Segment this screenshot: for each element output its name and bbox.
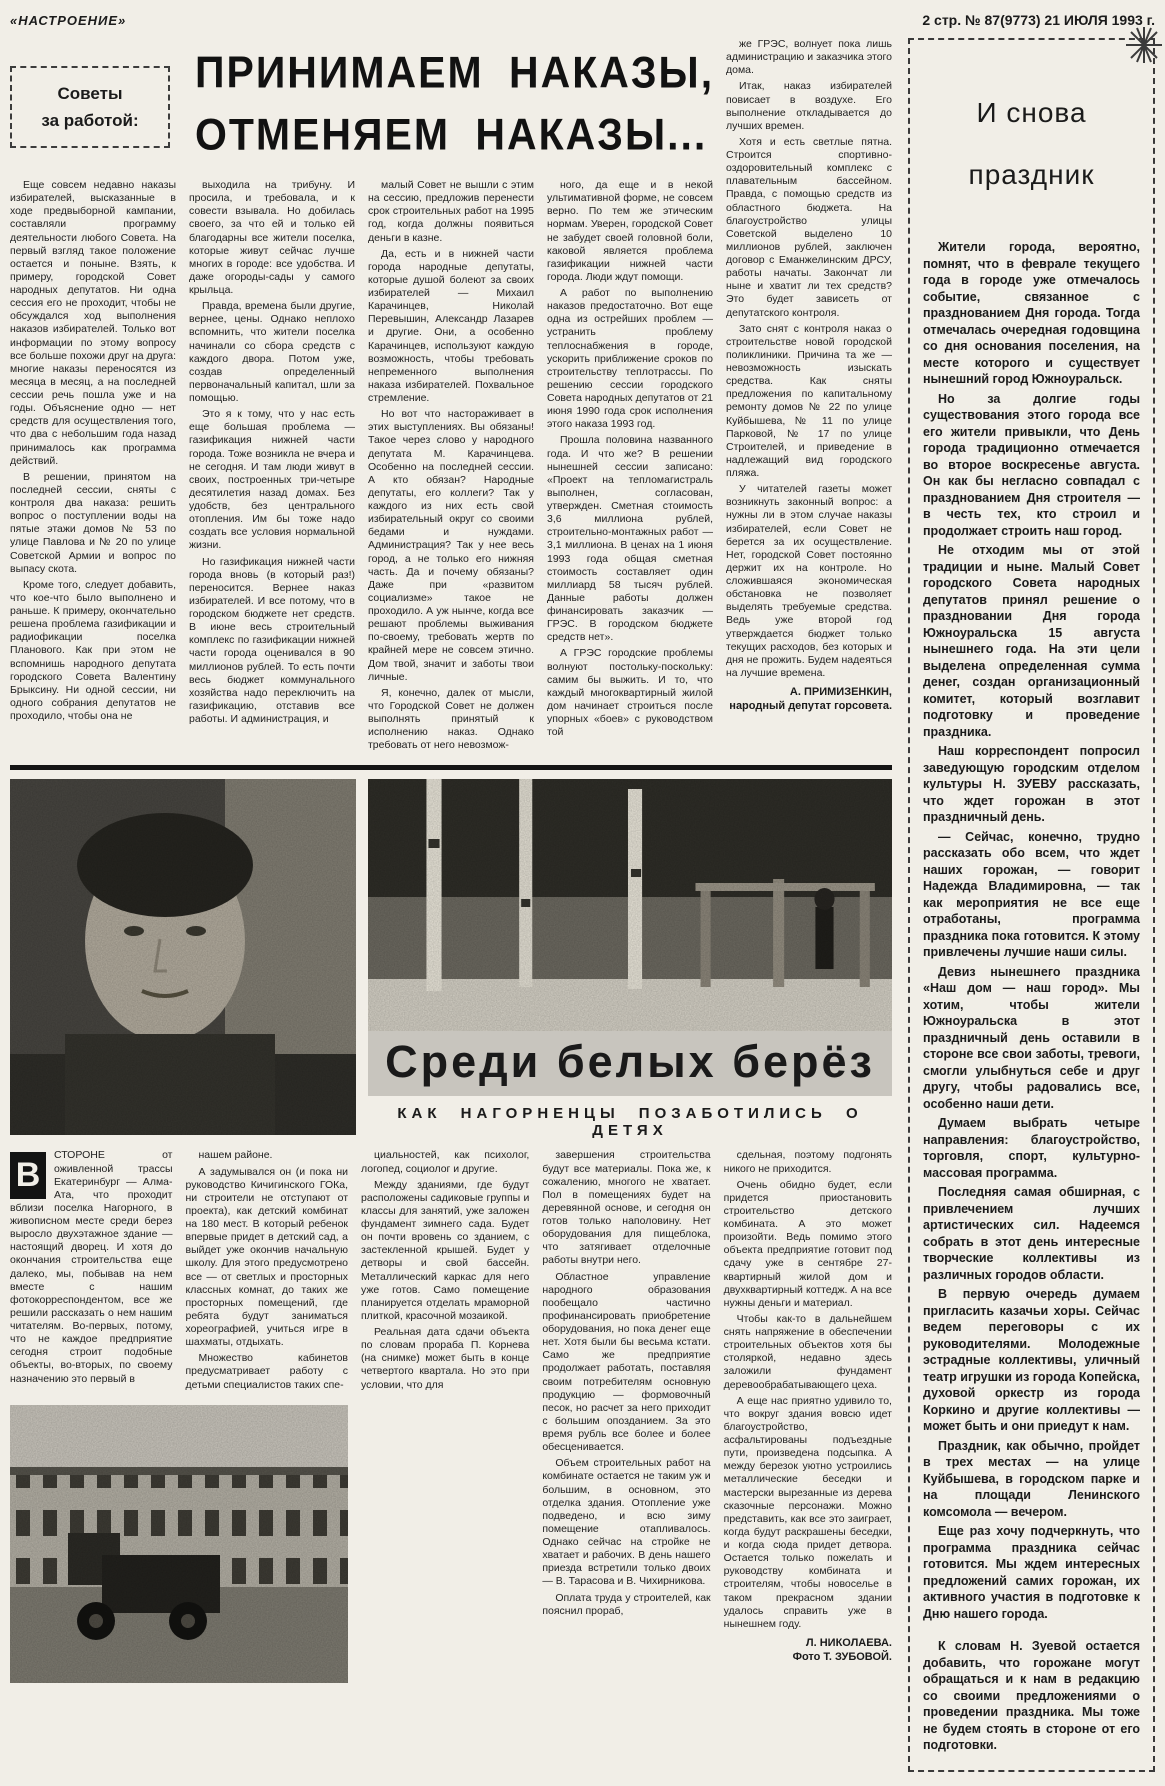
paragraph: Зато снят с контроля наказ о строительстве новой городской поликлиники. Причина та же — невозможность изыскать средства. Как сняты предложения по капитальному ремонту домов № 22 по улице Куйбышева, № 11 по улице Парковой, № 17 по улице Строителей, и приведение в надлежащий вид городского пляжа. xyxy=(726,322,892,479)
bottom-article xyxy=(10,1149,892,1682)
editor-note: К словам Н. Зуевой остается добавить, что горожане могут обращаться и к нам в редакцию со своими предложениями о проведении праздника. Мы тоже не будем стоять в стороне от его подготовки. xyxy=(923,1639,1140,1753)
bottom-subhead: КАК НАГОРНЕНЦЫ ПОЗАБОТИЛИСЬ О ДЕТЯХ xyxy=(397,1105,863,1140)
paragraph: Праздник, как обычно, пройдет в трех местах — на улице Куйбышева, в городском парке и на площади Ленинского комсомола — вечером. xyxy=(923,1438,1140,1519)
photo-credit: Фото Т. ЗУБОВОЙ. xyxy=(792,1650,892,1663)
drop-cap: В xyxy=(10,1152,46,1199)
paragraph: Но вот что настораживает в этих выступлениях. Вы обязаны! Такое через слово у народного депутата М. Карачинцева. Особенно на последней сессии. А кто обязан? Народные депутаты, его коллеги? Так у каждого из них есть свой избирательный округ со своими бедами и нуждами. Администрация? Так у нее весь город, а не только его нижняя часть. Да и почему обязаны? Даже при «развитом социализме» такое не проходило. А уж нынче, когда все решают проблемы выживания по-своему, требовать жертв по крайней мере не совсем этично. Дом твой, значит и заботы твои личные. xyxy=(368,408,534,683)
paragraph: Реальная дата сдачи объекта по словам прораба П. Корнева (на снимке) может быть в конце четвертого квартала. Но это при условии, что для xyxy=(361,1326,530,1391)
paragraph: Хотя и есть светлые пятна. Строится спортивно-оздоровительный комплекс с плавательным бассейном. Правда, с помощью средств из областного бюджета. На благоустройство улицы Советской выделено 10 миллионов рублей, заключен договор с Еманжелинским ДРСУ, работы начаты. Закончат ли ныне и хватит ли тех средств? Это будет зависеть от депутатского контроля. xyxy=(726,135,892,319)
sidebar-title-line-1: И снова xyxy=(976,97,1087,128)
paragraph: Очень обидно будет, если придется приостановить строительство детского комбината. А это может произойти. Ведь помимо этого объекта предприятие готовит под сдачу уже в сентябре 27-квартирный жилой дом и двухквартирный коттедж. А на все нужны деньги и материал. xyxy=(723,1178,892,1309)
bottom-article-signature xyxy=(724,1637,892,1663)
paragraph: Прошла половина названного года. И что же? В решении нынешней сессии записано: «Проект на тепломагистраль выполнен, согласован, утвержден. Сметная стоимость 3,6 миллиона рублей, строительно-монтажных работ — 3,1 миллиона. В ценах на 1 июня 1993 года общая сметная стоимость составляет один миллиард 58 тысяч рублей. Данные работы должен финансировать заказчик — ГРЭС. В городском бюджете средств нет». xyxy=(547,434,713,644)
rubric-line-2: за работой: xyxy=(41,111,139,131)
paragraph: выходила на трибуну. И просила, и требовала, и к совести взывала. Но добилась своего, за что ей и только ей благодарны все жители поселка, которые живут сейчас лучше многих в городе: все удобства. И даже огороды-сады у самого крыльца. xyxy=(189,179,355,296)
building-photo xyxy=(10,1405,348,1683)
paragraph: Да, есть и в нижней части города народные депутаты, которые душой болеют за своих избирателей — Михаил Карачинцев, Николай Перевышин, Александр Лазарев и другие. Они, а особенно Карачинцев, используют каждую возможность, чтобы требовать непременного выполнения наказа избирателей. Похвальное стремление. xyxy=(368,247,534,404)
top-article-column-4 xyxy=(547,179,713,755)
bottom-article-column-1 xyxy=(10,1149,173,1394)
newspaper-title: «НАСТРОЕНИЕ» xyxy=(10,12,127,28)
paragraph: Жители города, вероятно, помнят, что в феврале текущего года в городе уже отмечалось событие, связанное с празднованием Дня города. Тогда отмечалась очередная годовщина со дня основания поселения, на месте которого и существует нынешний город Южноуральск. xyxy=(923,240,1140,387)
paragraph: Но за долгие годы существования этого города все его жители привыкли, что День города традиционно отмечается во второе воскресенье августа. Он как бы негласно совпадал с празднованием Дня строителя — в честь тех, кто строил и продолжает строить наш город. xyxy=(923,391,1140,538)
paragraph: завершения строительства будут все материалы. Пока же, к сожалению, многого не хватает. Пол в помещениях будет на деревянной основе, и сегодня он готов только наполовину. Нет оборудования для пищеблока, что затягивает отделочные работы внутри него. xyxy=(542,1149,711,1267)
sidebar xyxy=(908,38,1155,1772)
rubric-line-1: Советы xyxy=(57,84,123,103)
portrait-photo-image xyxy=(10,779,356,1135)
sidebar-title-line-2: праздник xyxy=(968,158,1095,190)
paragraph: А ГРЭС городские проблемы волнуют постольку-поскольку: самим бы выжить. И то, что каждый многоквартирный жилой дом начинает строиться после упорных «боев» с руководством той xyxy=(547,647,713,739)
paragraph: А работ по выполнению наказов предостаточно. Вот еще одна из острейших проблем — устранить проблему теплоснабжения в городе, ускорить приближение сроков по строительству теплотрассы. По решению сессии городского Совета народных депутатов от 21 июня 1990 года срок исполнения этого наказа 1993 год. xyxy=(547,287,713,431)
paragraph: В решении, принятом на последней сессии, сняты с контроля два наказа: решить вопрос о поступлении воды на пятые этажи домов № 53 по улице Павлова и № 20 по улице Советской Армии и вопрос по выпасу скота. xyxy=(10,470,176,575)
bottom-article-column-4 xyxy=(542,1149,710,1682)
paragraph: Думаем выбрать четыре направления: благоустройство, торговля, спорт, культурно-массовая программа. xyxy=(923,1116,1140,1180)
paragraph: Не отходим мы от этой традиции и ныне. Малый Совет городского Совета народных депутатов принял решение о праздновании Дня города Южноуральска 15 августа нынешнего года. На эти цели выделена определенная сумма денег, создан организационный комитет, который возглавит подготовку и проведение праздника. xyxy=(923,543,1140,739)
paragraph: У читателей газеты может возникнуть законный вопрос: а нужны ли в этом случае наказы избирателей, если Совет не берется за их осуществление. Нет, городской Совет постоянно держит их на контроле. Но сложившаяся экономическая обстановка не позволяет выделять требуемые средства. Ведь уже второй год утверждается бюджет только текущих расходов, без которых и дня не прожить. Будем надеяться на лучшие времена. xyxy=(726,483,892,679)
bottom-article-right xyxy=(361,1149,892,1682)
paragraph: Еще совсем недавно наказы избирателей, высказанные в ходе предвыборной кампании, составляли программу деятельности любого Совета. На первый взгляд такое положение остается и поныне. Взять, к примеру, городской Совет народных депутатов. Ни одна сессия его не проходит, чтобы не обсуждался ход выполнения наказов избирателей. Только вот информации по этому вопросу все больше похожи друг на друга: многие наказы переносятся из месяца в месяц, а на последней сессии речь пошла уже и на годы. Объяснение одно — нет средств для осуществления того, что два с небольшим года назад принималось как программа действий. xyxy=(10,179,176,467)
paragraph: Областное управление народного образования пообещало частично профинансировать приобретение оборудования, но пока денег еще нет. Хотя были бы весьма кстати. Само же предприятие продолжает работать, поставляя своим потребителям основную продукцию — формовочный песок, но расчет за него приходит с большим опозданием. За это время рубль все более и более обесценивается. xyxy=(542,1270,711,1454)
masthead xyxy=(10,8,1155,30)
paragraph: Правда, времена были другие, вернее, цены. Однако неплохо вспомнить, что жители поселка начинали со сбора средств с каждого двора. Потом уже, создав определенный первоначальный капитал, шли за помощью. xyxy=(189,300,355,404)
paragraph: сдельная, поэтому подгонять никого не приходится. xyxy=(723,1149,892,1175)
building-photo-image xyxy=(10,1405,348,1683)
bottom-article-left xyxy=(10,1149,348,1682)
paragraph: — Сейчас, конечно, трудно рассказать обо всем, что ждет наших горожан, — говорит Надежда Владимировна, — так как мероприятия не все еще отработаны, программа праздника пока готовится. К этому привлечены лучшие наши силы. xyxy=(923,829,1140,960)
top-article-signature xyxy=(726,686,892,712)
bottom-article-column-5-text xyxy=(724,1149,892,1631)
top-article-column-3 xyxy=(368,179,534,755)
paragraph: Чтобы как-то в дальнейшем снять напряжение в обеспечении строительных объектов хотя бы столяркой, недавно здесь заложили фундамент деревообрабатывающего цеха. xyxy=(723,1312,892,1391)
author-role: народный депутат горсовета. xyxy=(729,700,892,712)
paragraph: Я, конечно, далек от мысли, что Городской Совет не должен выполнять принятый к исполнению наказ. Однако требовать от него невозмож- xyxy=(368,686,534,752)
paragraph: А задумывался он (и пока ни руководство Кичигинского ГОКа, ни строители не отступают от проекта), как детский комбинат на 180 мест. В который ребенок впервые придет в детский сад, а выйдет уже окончив начальную школу. Для этого предусмотрено все — от светлых и просторных классных комнат, до таких же просторных помещений, где ребята будут заниматься хореографией, учиться игре в шахматы, отдыхать. xyxy=(185,1165,348,1349)
paragraph: В первую очередь думаем пригласить казачьи хоры. Сейчас ведем переговоры с их руководителями. Молодежные эстрадные коллективы, уличный театр игрушки из города Копейска, духовой оркестр из города Коркино и другие коллективы — может быть и они приедут к нам. xyxy=(923,1287,1140,1434)
paragraph: же ГРЭС, волнует пока лишь администрацию и заказчика этого дома. xyxy=(726,38,892,77)
rubric-box xyxy=(10,66,170,148)
main-content xyxy=(10,38,892,1772)
author-signature: А. ПРИМИЗЕНКИН, xyxy=(789,686,892,698)
bottom-article-column-2 xyxy=(186,1149,349,1394)
paragraph: Еще раз хочу подчеркнуть, что программа праздника сейчас готовится. Мы ждем интересных предложений самих горожан, их активного участия в подготовке к Дню нашего города. xyxy=(923,1524,1140,1621)
paragraph: А еще нас приятно удивило то, что вокруг здания вовсю идет благоустройство, асфальтированы подъездные пути, произведена подсыпка. А между березок уютно устроились металлические беседки и мастерски вырезанные из дерева сказочные персонажи. Можно представить, как все это заиграет, когда будут раскрашены беседки, и когда сюда придет детвора. Остается только пожелать и руководству комбината и строителям, чтобы новоселье в таком прекрасном здании удалось справить уже в нынешнем году. xyxy=(723,1394,892,1630)
paragraph: Это я к тому, что у нас есть еще большая проблема — газификация нижней части города. Тоже возникла не вчера и не сегодня. И там люди живут в своих, построенных три-четыре десятилетия назад домах. Без удобств, без центрального отопления. Им бы тоже надо создать все условия нормальной жизни. xyxy=(189,408,355,552)
paragraph: Наш корреспондент попросил заведующую городским отделом культуры Н. ЗУЕВУ рассказать, что ждет горожан в этот праздничный день. xyxy=(923,744,1140,825)
starburst-icon xyxy=(1123,24,1165,66)
paragraph: малый Совет не вышли с этим на сессию, предложив перенести срок строительных работ на 1995 год, когда должны появиться деньги в казне. xyxy=(368,179,534,244)
paragraph: нашем районе. xyxy=(198,1149,273,1162)
top-article xyxy=(10,38,892,755)
top-article-column-2 xyxy=(189,179,355,755)
sidebar-text xyxy=(923,239,1140,1622)
sidebar-title xyxy=(923,82,1140,205)
paragraph: Оплата труда у строителей, как пояснил прораб, xyxy=(542,1591,711,1617)
paragraph: Девиз нынешнего праздника «Наш дом — наш город». Мы хотим, чтобы жители Южноуральска в этот праздничный день оставили в стороне все свои заботы, тревоги, смогли улыбнуться себе и друг другу, чтобы радовались все, особенно наши дети. xyxy=(923,964,1140,1111)
paragraph: Но газификация нижней части города вновь (в который раз!) переносится. Вернее наказ избирателей. И все потому, что в городском бюджете нет средств. В июне весь строительный комплекс по газификации нижней части города оценивался в 90 миллионов рублей. То есть почти весь бюджет коммунального хозяйства надо переключить на газификацию, отставив все работы. И администрация, и xyxy=(189,555,355,725)
paragraph: Между зданиями, где будут расположены садиковые группы и классы для занятий, уже заложен фундамент зимнего сада. Будет он почти вровень со зданием, с застекленной крышей. Будет у детворы и свой бассейн. Металлический каркас для него уже готов. Само помещение планируется отделать мраморной плиткой, красочной мозаикой. xyxy=(361,1178,530,1322)
author-signature: Л. НИКОЛАЕВА. xyxy=(805,1636,892,1649)
bottom-headline: Среди белых берёз xyxy=(368,1031,892,1096)
birch-photo-image xyxy=(368,779,892,1031)
paragraph: Объем строительных работ на комбинате остается не таким уж и большим, в основном, это отделка здания. Отопление уже подведено, и всю зиму помещение отапливалось. Однако сейчас на стройке не хватает и рабочих. В день нашего приезда встретили только двоих — В. Тарасова и В. Чихирникова. xyxy=(542,1457,711,1588)
headline-line-1: ПРИНИМАЕМ НАКАЗЫ, xyxy=(195,47,715,98)
paragraph: циальностей, как психолог, логопед, социолог и другие. xyxy=(361,1149,530,1175)
bottom-article-column-3 xyxy=(361,1149,529,1682)
paragraph: Итак, наказ избирателей повисает в воздухе. Его выполнение откладывается до лучших времен. xyxy=(726,80,892,132)
headline-line-2: ОТМЕНЯЕМ НАКАЗЫ... xyxy=(195,109,708,159)
sidebar-box xyxy=(908,38,1155,1772)
paragraph: Кроме того, следует добавить, что кое-что было выполнено и раньше. К примеру, окончательно решена проблема газификации и радиофикации поселка Планового. Как при этом не вспомнишь народного депутата городского Совета Валентину Брыксину. Ни одной сессии, ни одного собрания депутатов не проходило, чтобы она не xyxy=(10,578,176,722)
photo-section xyxy=(10,779,892,1141)
paragraph: СТОРОНЕ от оживленной трассы Екатеринбург — Алма-Ата, что проходит вблизи поселка Нагорного, в живописном месте среди берез выросло двухэтажное здание — настоящий дворец. И хотя до окончания строительства еще далеко, мы, побывав на нем вместе с нашим фотокорреспондентом, все же решили рассказать о нем нашим читателям. Во-первых, потому, что не каждое предприятие сегодня строит подобные объекты, во-вторых, по своему назначению это первый в xyxy=(10,1149,173,1385)
top-article-column-1 xyxy=(10,179,176,755)
birch-photo xyxy=(368,779,892,1031)
section-divider xyxy=(10,765,892,770)
top-headline xyxy=(189,38,713,179)
issue-info: 2 стр. № 87(9773) 21 ИЮЛЯ 1993 г. xyxy=(922,12,1155,28)
paragraph: ного, да еще и в некой ультимативной форме, не совсем верно. По тем же этическим нормам. Уверен, городской Совет не забудет своей головной боли, каковой является проблема газификации нижней части города. Люди ждут помощи. xyxy=(547,179,713,283)
paragraph: Множество кабинетов предусматривает работу с детьми специалистов таких спе- xyxy=(185,1352,348,1391)
portrait-photo xyxy=(10,779,356,1135)
birch-photo-block xyxy=(368,779,892,1141)
bottom-article-column-5 xyxy=(724,1149,892,1682)
top-article-column-5 xyxy=(726,38,892,755)
paragraph: Последняя самая обширная, с привлечением лучших артистических сил. Надеемся собрать в этот день интересные творческие коллективы из различных городов области. xyxy=(923,1185,1140,1282)
top-article-column-5-text xyxy=(726,38,892,680)
